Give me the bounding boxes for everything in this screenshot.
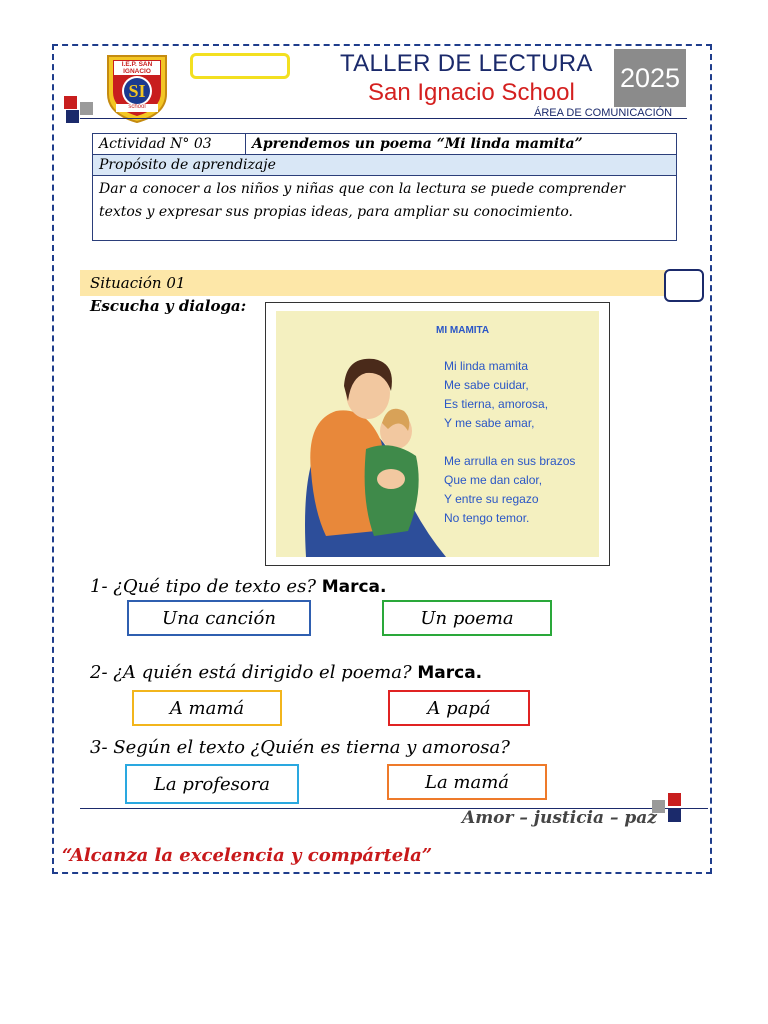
purpose-text: Dar a conocer a los niños y niñas que con la lectura se puede comprender textos y expresar sus propias ideas, para ampliar su conocimiento. [93,176,677,241]
poem-line: Es tierna, amorosa, [444,397,549,411]
situation-check-box[interactable] [664,269,704,302]
mother-child-illustration [296,331,446,557]
poem-text [444,357,575,528]
school-slogan: “Alcanza la excelencia y compártela” [62,845,433,866]
answer-option[interactable]: La mamá [387,764,547,800]
decor-square-red [64,96,77,109]
listen-instruction: Escucha y dialoga: [90,297,247,315]
purpose-label: Propósito de aprendizaje [93,155,677,176]
poem-line: Y entre su regazo [444,492,539,506]
question-3 [90,737,510,758]
year-badge: 2025 [614,49,686,107]
poem-line: Me arrulla en sus brazos [444,454,576,468]
question-emphasis: Marca. [321,577,387,597]
decor-square-gray [80,102,93,115]
activity-name: Aprendemos un poema “Mi linda mamita” [246,134,677,155]
page-title: TALLER DE LECTURA [340,50,593,77]
question-1 [90,576,386,597]
question-emphasis: Marca. [417,663,483,683]
question-text: 2- ¿A quién está dirigido el poema? [90,662,418,683]
answer-option[interactable]: Una canción [127,600,311,636]
poem-background [276,311,599,557]
area-label: ÁREA DE COMUNICACIÓN [534,107,673,119]
logo-bottom-text: school [128,104,146,110]
decor-square-navy [668,809,681,822]
poem-line: Mi linda mamita [444,359,529,373]
answer-option[interactable]: A mamá [132,690,282,726]
poem-title: MI MAMITA [436,325,490,336]
school-motto: Amor – justicia – paz [462,808,657,828]
decor-square-red [668,793,681,806]
name-box[interactable] [190,53,290,79]
school-logo [104,54,170,124]
answer-option[interactable]: La profesora [125,764,299,804]
school-name: San Ignacio School [368,79,575,106]
poem-line: Que me dan calor, [444,473,543,487]
poem-line: Me sabe cuidar, [444,378,529,392]
poem-line: No tengo temor. [444,511,530,525]
answer-option[interactable]: Un poema [382,600,552,636]
question-text: 1- ¿Qué tipo de texto es? [90,576,322,597]
activity-table [92,133,677,241]
question-text: 3- Según el texto ¿Quién es tierna y amorosa? [90,737,510,758]
poem-illustration [265,302,610,566]
question-2 [90,662,482,683]
activity-number: Actividad N° 03 [93,134,246,155]
logo-letters: SI [128,81,146,101]
answer-option[interactable]: A papá [388,690,530,726]
decor-square-navy [66,110,79,123]
poem-line: Y me sabe amar, [444,416,535,430]
situation-label: Situación 01 [80,270,678,296]
logo-top-text: I.E.P. SAN IGNACIO [121,61,153,75]
